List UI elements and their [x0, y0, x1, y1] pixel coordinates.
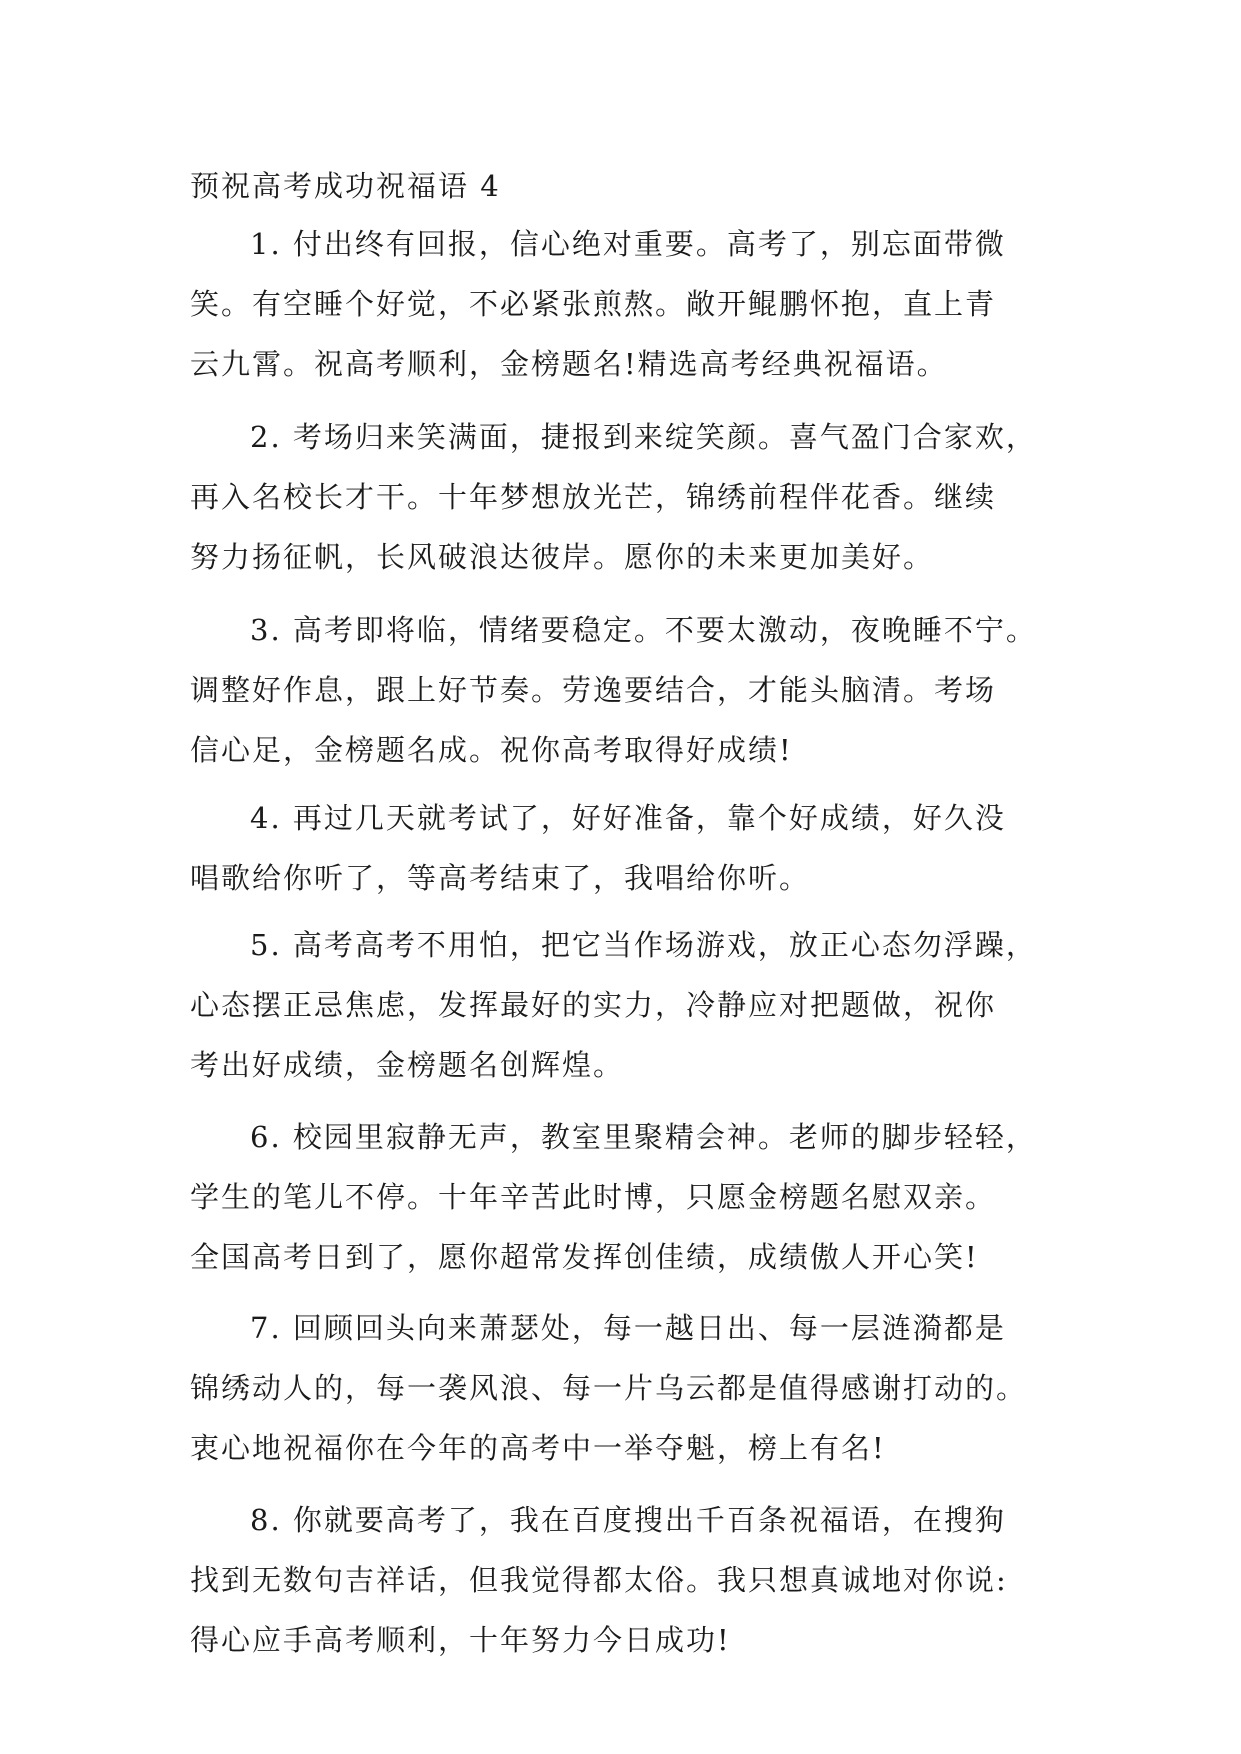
list-item	[190, 1107, 1070, 1287]
paragraph-line: 心态摆正忌焦虑，发挥最好的实力，冷静应对把题做，祝你	[190, 988, 997, 1022]
list-item	[190, 214, 1070, 394]
document-title: 预祝高考成功祝福语 4	[190, 169, 501, 203]
paragraph-line: 云九霄。祝高考顺利，金榜题名!精选高考经典祝福语。	[190, 347, 948, 381]
paragraph-line: 调整好作息，跟上好节奏。劳逸要结合，才能头脑清。考场	[190, 673, 997, 707]
paragraph-line: 5. 高考高考不用怕，把它当作场游戏，放正心态勿浮躁，	[250, 928, 1037, 962]
paragraph-line: 得心应手高考顺利，十年努力今日成功!	[190, 1623, 731, 1657]
paragraph-line: 衷心地祝福你在今年的高考中一举夺魁，榜上有名!	[190, 1431, 886, 1465]
list-item	[190, 1298, 1070, 1478]
paragraph-line: 锦绣动人的，每一袭风浪、每一片乌云都是值得感谢打动的。	[190, 1371, 1028, 1405]
list-item	[190, 600, 1070, 780]
paragraph-line: 再入名校长才干。十年梦想放光芒，锦绣前程伴花香。继续	[190, 480, 997, 514]
paragraph-line: 学生的笔儿不停。十年辛苦此时博，只愿金榜题名慰双亲。	[190, 1180, 997, 1214]
list-item	[190, 788, 1070, 908]
paragraph-line: 1. 付出终有回报，信心绝对重要。高考了，别忘面带微	[250, 227, 1006, 261]
paragraph-line: 2. 考场归来笑满面，捷报到来绽笑颜。喜气盈门合家欢，	[250, 420, 1037, 454]
paragraph-line: 4. 再过几天就考试了，好好准备，靠个好成绩，好久没	[250, 801, 1006, 835]
list-item	[190, 1490, 1070, 1670]
paragraph-line: 8. 你就要高考了，我在百度搜出千百条祝福语，在搜狗	[250, 1503, 1006, 1537]
paragraph-line: 努力扬征帆，长风破浪达彼岸。愿你的未来更加美好。	[190, 540, 935, 574]
paragraph-line: 笑。有空睡个好觉，不必紧张煎熬。敞开鲲鹏怀抱，直上青	[190, 287, 997, 321]
list-item	[190, 407, 1070, 587]
paragraph-line: 全国高考日到了，愿你超常发挥创佳绩，成绩傲人开心笑!	[190, 1240, 979, 1274]
paragraph-line: 3. 高考即将临，情绪要稳定。不要太激动，夜晚睡不宁。	[250, 613, 1037, 647]
paragraph-line: 找到无数句吉祥话，但我觉得都太俗。我只想真诚地对你说:	[190, 1563, 1008, 1597]
paragraph-line: 信心足，金榜题名成。祝你高考取得好成绩!	[190, 733, 793, 767]
list-item	[190, 915, 1070, 1095]
paragraph-line: 考出好成绩，金榜题名创辉煌。	[190, 1048, 625, 1082]
paragraph-line: 唱歌给你听了，等高考结束了，我唱给你听。	[190, 861, 811, 895]
paragraph-line: 6. 校园里寂静无声，教室里聚精会神。老师的脚步轻轻，	[250, 1120, 1037, 1154]
paragraph-line: 7. 回顾回头向来萧瑟处，每一越日出、每一层涟漪都是	[250, 1311, 1006, 1345]
